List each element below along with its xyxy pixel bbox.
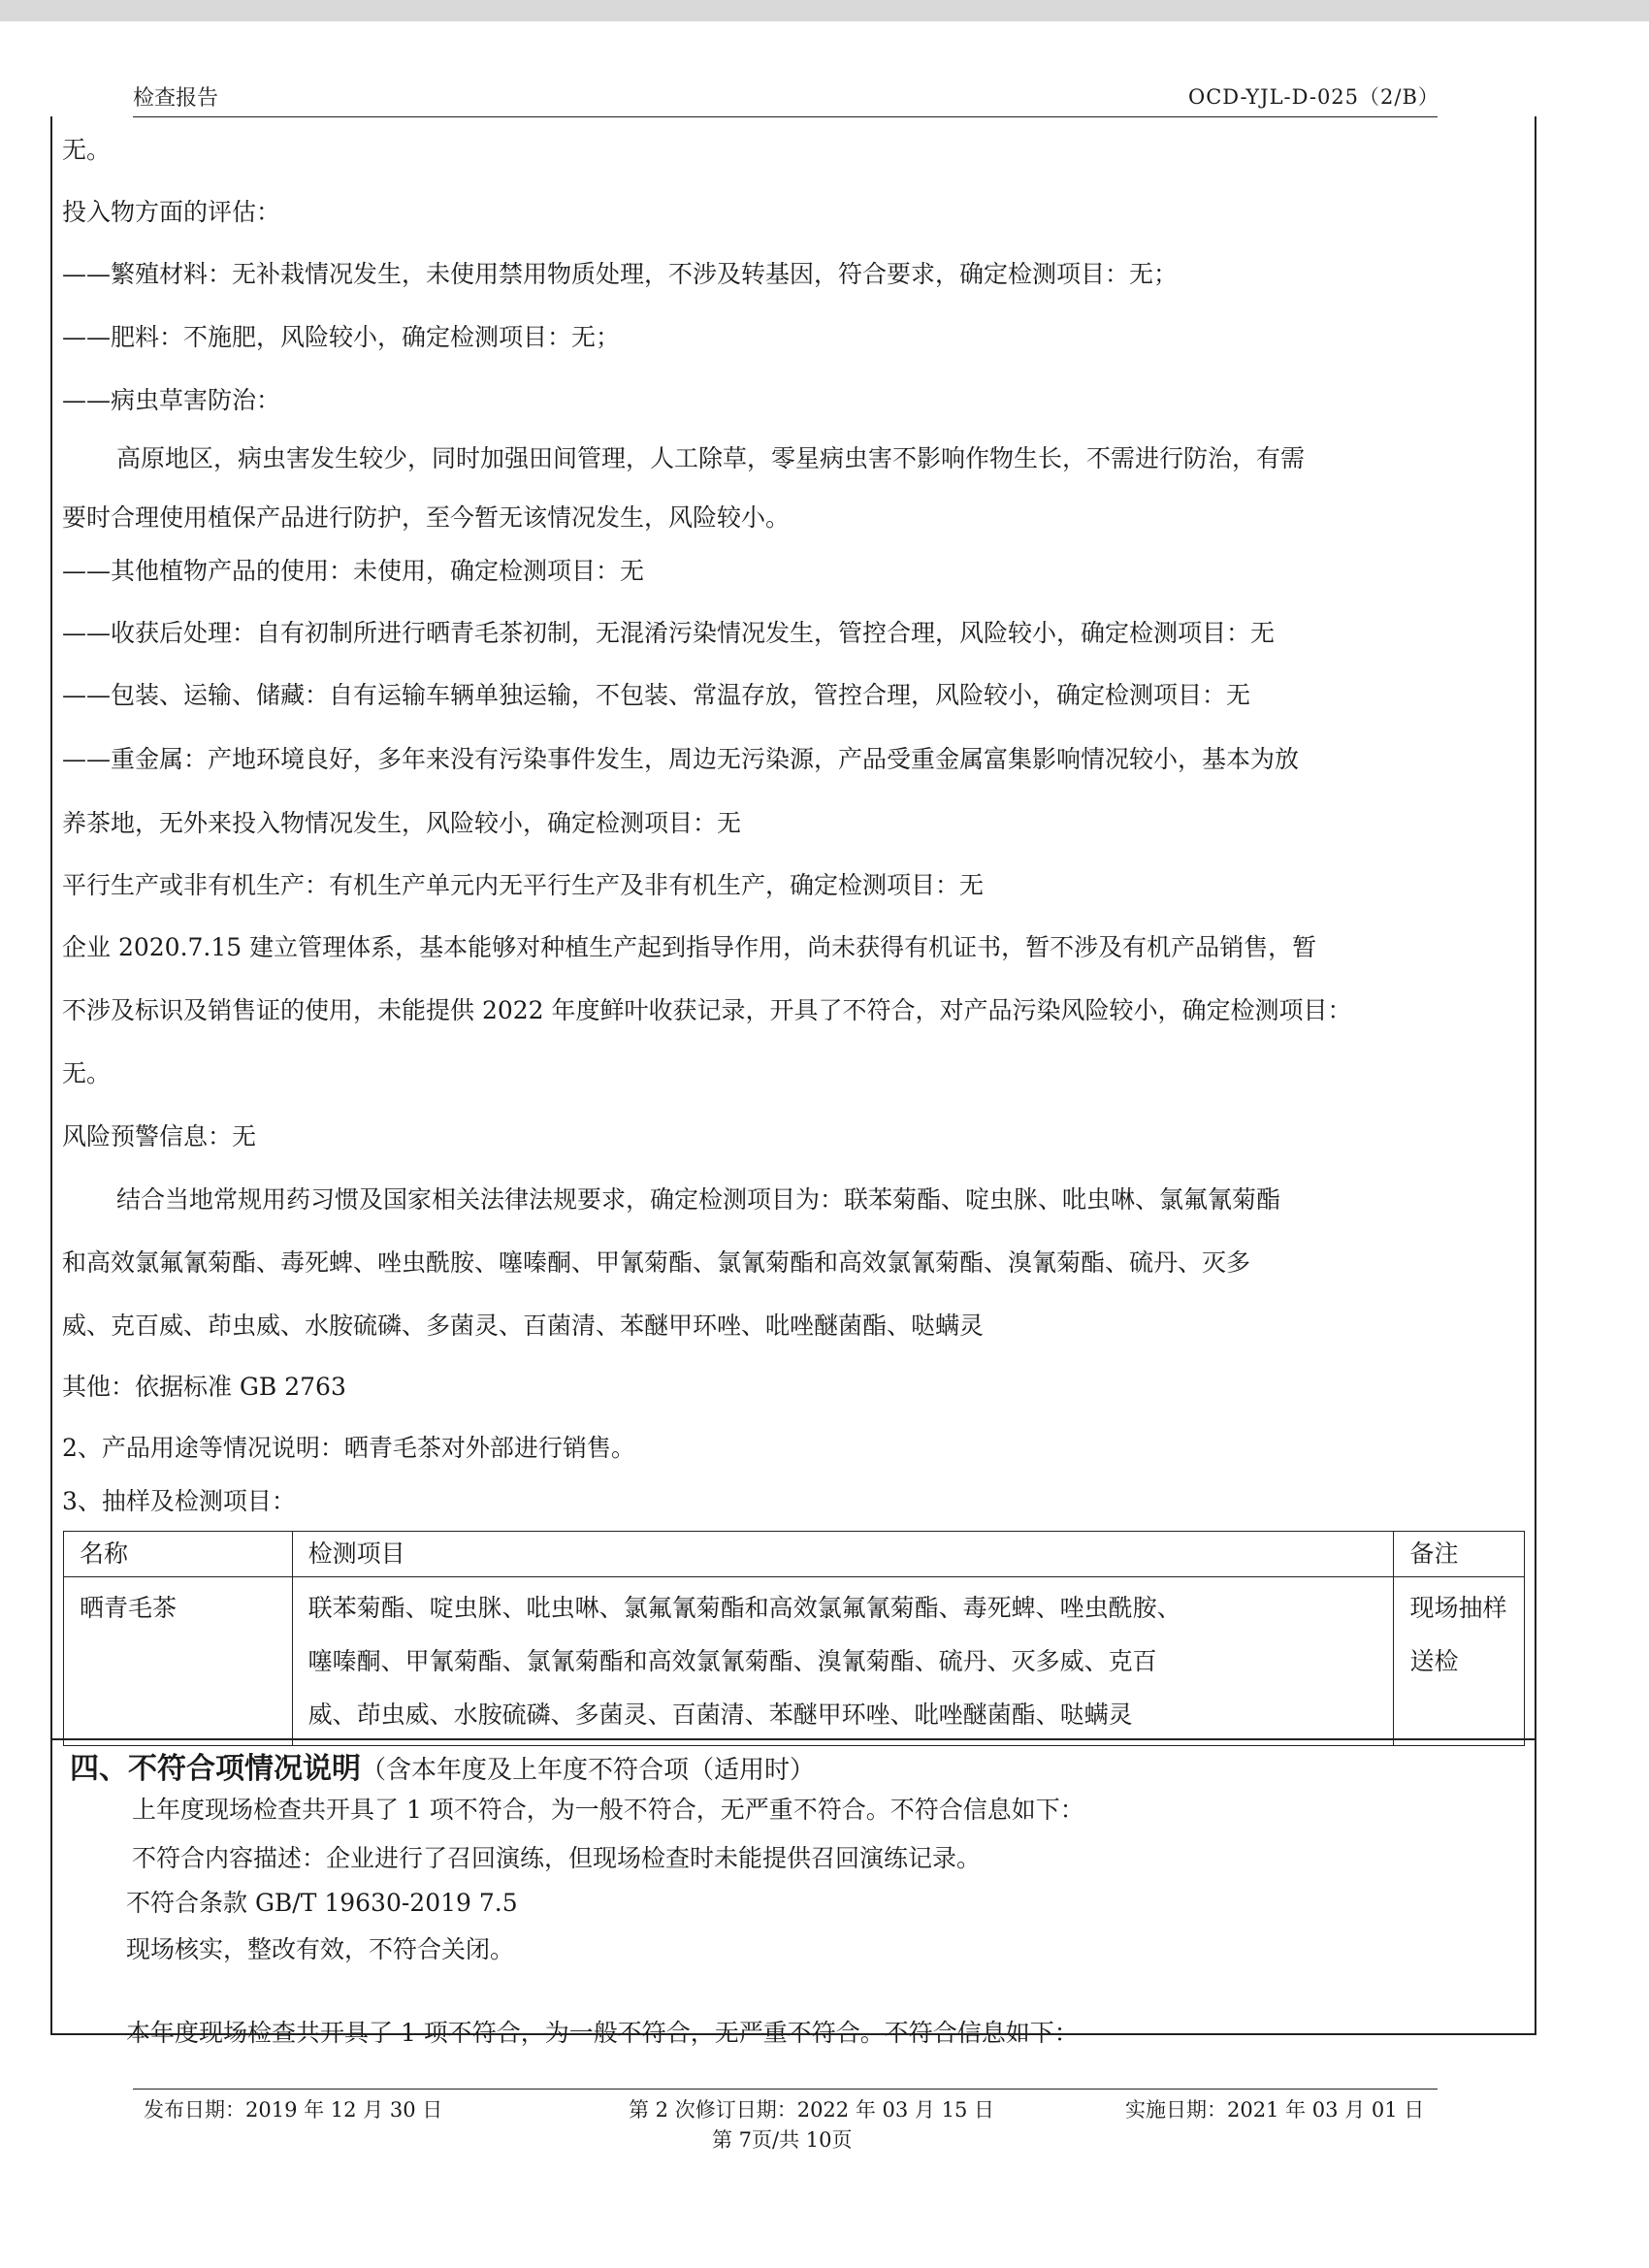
body-line: 高原地区，病虫害发生较少，同时加强田间管理，人工除草，零星病虫害不影响作物生长，不需进行防治，有需	[116, 444, 1306, 472]
column-header-name: 名称	[64, 1532, 293, 1577]
body-line: 2、产品用途等情况说明：晒青毛茶对外部进行销售。	[62, 1434, 635, 1462]
test-items-cell	[292, 1577, 1394, 1746]
nonconformity-line: 不符合内容描述：企业进行了召回演练，但现场检查时未能提供召回演练记录。	[132, 1844, 982, 1872]
header-title: 检查报告	[133, 86, 219, 111]
body-line: ——其他植物产品的使用：未使用，确定检测项目：无	[62, 557, 645, 585]
body-line: 要时合理使用植保产品进行防护，至今暂无该情况发生，风险较小。	[62, 503, 791, 532]
nonconformity-line: 现场核实，整改有效，不符合关闭。	[126, 1935, 515, 1963]
body-line: ——包装、运输、储藏：自有运输车辆单独运输，不包装、常温存放，管控合理，风险较小，确定检测项目：无	[62, 681, 1251, 709]
note-line: 送检	[1409, 1647, 1459, 1675]
section-4-title: 四、不符合项情况说明	[70, 1752, 361, 1786]
body-line: ——繁殖材料：无补栽情况发生，未使用禁用物质处理，不涉及转基因，符合要求，确定检测项目：无；	[62, 260, 1179, 288]
body-line: ——病虫草害防治：	[62, 386, 281, 414]
test-items-line: 威、茚虫威、水胺硫磷、多菌灵、百菌清、苯醚甲环唑、吡唑醚菌酯、哒螨灵	[307, 1701, 1133, 1729]
body-line: ——收获后处理：自有初制所进行晒青毛茶初制，无混淆污染情况发生，管控合理，风险较小，确定检测项目：无	[62, 619, 1276, 647]
column-header-items: 检测项目	[292, 1532, 1394, 1577]
body-line: 风险预警信息：无	[62, 1122, 257, 1150]
issue-date: 发布日期：2019 年 12 月 30 日	[144, 2098, 443, 2122]
nonconformity-line: 上年度现场检查共开具了 1 项不符合，为一般不符合，无严重不符合。不符合信息如下：	[132, 1796, 1084, 1824]
body-line: 其他：依据标准 GB 2763	[62, 1373, 346, 1401]
body-line: 养茶地，无外来投入物情况发生，风险较小，确定检测项目：无	[62, 809, 742, 837]
body-line: 和高效氯氟氰菊酯、毒死蜱、唑虫酰胺、噻嗪酮、甲氰菊酯、氯氰菊酯和高效氯氰菊酯、溴氰菊酯、硫丹、灭多	[62, 1248, 1251, 1277]
revision-date: 第 2 次修订日期：2022 年 03 月 15 日	[629, 2098, 994, 2122]
section-4-heading	[70, 1744, 815, 1787]
body-line: 3、抽样及检测项目：	[62, 1487, 296, 1515]
scan-edge	[0, 0, 1649, 21]
body-line: 无。	[62, 1059, 112, 1087]
footer-rule	[133, 2089, 1438, 2090]
body-line: 平行生产或非有机生产：有机生产单元内无平行生产及非有机生产，确定检测项目：无	[62, 871, 985, 899]
body-line: 投入物方面的评估：	[62, 198, 281, 226]
body-line: 结合当地常规用药习惯及国家相关法律法规要求，确定检测项目为：联苯菊酯、啶虫脒、吡虫啉、氯氟氰菊酯	[116, 1185, 1281, 1214]
body-line: 不涉及标识及销售证的使用，未能提供 2022 年度鲜叶收获记录，开具了不符合，对产品污染风险较小，确定检测项目：	[62, 996, 1352, 1024]
body-line: 威、克百威、茚虫威、水胺硫磷、多菌灵、百菌清、苯醚甲环唑、吡唑醚菌酯、哒螨灵	[62, 1312, 985, 1340]
page-number: 第 7页/共 10页	[712, 2128, 853, 2152]
table-row	[64, 1577, 1525, 1746]
body-line: ——重金属：产地环境良好，多年来没有污染事件发生，周边无污染源，产品受重金属富集影响情况较小，基本为放	[62, 745, 1300, 773]
effective-date: 实施日期：2021 年 03 月 01 日	[1125, 2098, 1425, 2122]
section-4-subtitle: （含本年度及上年度不符合项（适用时）	[361, 1756, 816, 1785]
note-line: 现场抽样	[1409, 1594, 1507, 1622]
nonconformity-line: 本年度现场检查共开具了 1 项不符合，为一般不符合，无严重不符合。不符合信息如下：	[126, 2019, 1079, 2047]
body-line: 无。	[62, 136, 112, 164]
product-name-cell: 晒青毛茶	[64, 1577, 293, 1746]
table-header-row	[64, 1532, 1525, 1577]
section-divider	[50, 1738, 1536, 1740]
test-items-line: 噻嗪酮、甲氰菊酯、氯氰菊酯和高效氯氰菊酯、溴氰菊酯、硫丹、灭多威、克百	[307, 1647, 1157, 1675]
test-items-line: 联苯菊酯、啶虫脒、吡虫啉、氯氟氰菊酯和高效氯氟氰菊酯、毒死蜱、唑虫酰胺、	[307, 1594, 1181, 1622]
body-line: ——肥料：不施肥，风险较小，确定检测项目：无；	[62, 323, 621, 351]
sampling-table	[63, 1531, 1525, 1746]
document-code: OCD-YJL-D-025（2/B）	[1188, 85, 1439, 109]
body-line: 企业 2020.7.15 建立管理体系，基本能够对种植生产起到指导作用，尚未获得有机证书，暂不涉及有机产品销售，暂	[62, 933, 1317, 961]
column-header-note: 备注	[1394, 1532, 1525, 1577]
note-cell	[1394, 1577, 1525, 1746]
nonconformity-line: 不符合条款 GB/T 19630-2019 7.5	[126, 1889, 518, 1917]
